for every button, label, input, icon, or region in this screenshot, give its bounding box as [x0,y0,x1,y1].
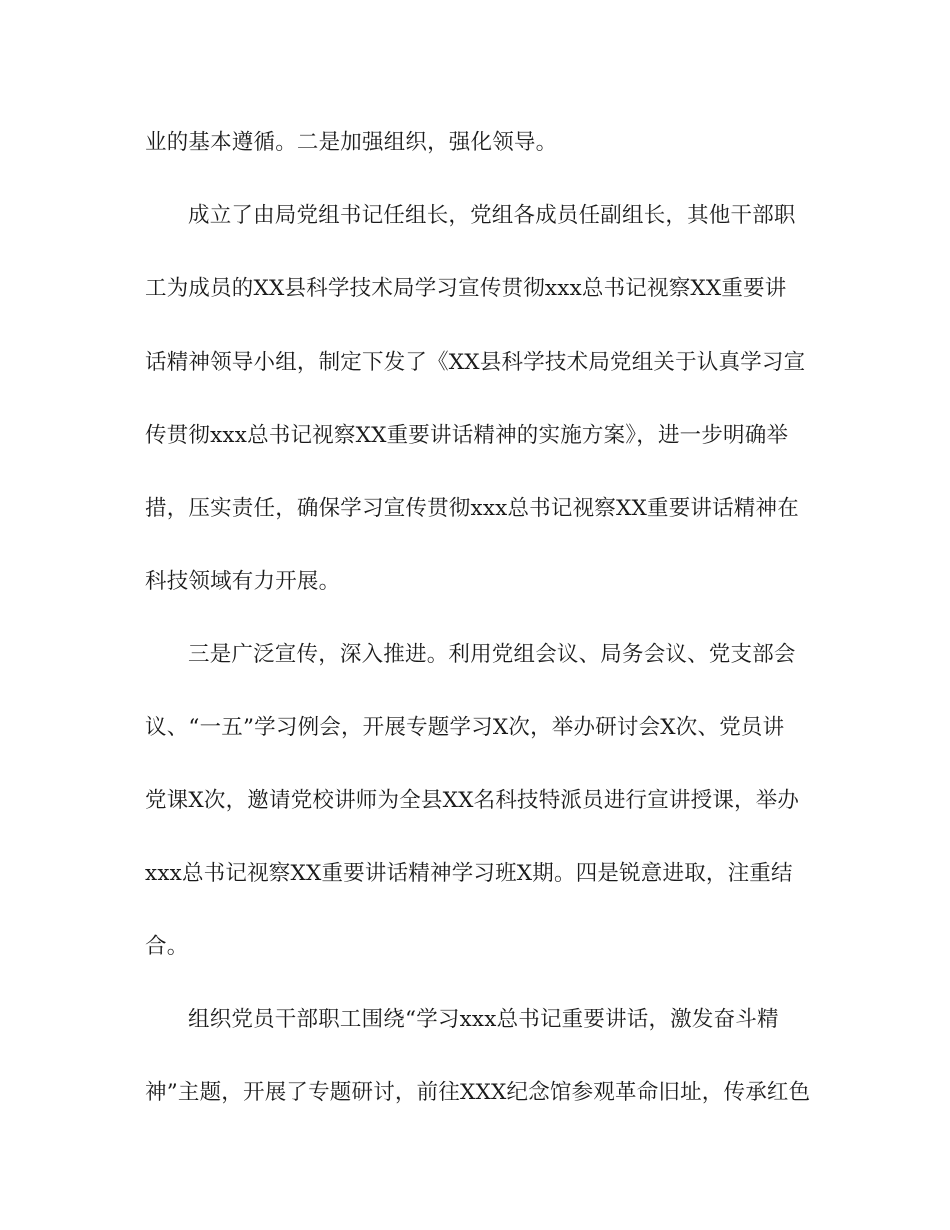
text-line: 党课X次，邀请党校讲师为全县XX名科技特派员进行宣讲授课，举办 [145,788,800,813]
text-line: 议、“一五”学习例会，开展专题学习X次，举办研讨会X次、党员讲 [145,715,785,740]
text-line: 措，压实责任，确保学习宣传贯彻xxx总书记视察XX重要讲话精神在 [145,496,799,521]
text-line: 工为成员的XX县科学技术局学习宣传贯彻xxx总书记视察XX重要讲 [145,276,787,301]
paragraph-first-line: 组织党员干部职工围绕“学习xxx总书记重要讲话，激发奋斗精 [188,1007,779,1032]
text-line: 科技领域有力开展。 [145,569,341,594]
paragraph-first-line: 成立了由局党组书记任组长，党组各成员任副组长，其他干部职 [188,203,796,228]
text-line: 业的基本遵循。二是加强组织，强化领导。 [145,130,558,155]
text-line: 神”主题，开展了专题研讨，前往XXX纪念馆参观革命旧址，传承红色 [145,1080,811,1105]
paragraph-first-line: 三是广泛宣传，深入推进。利用党组会议、局务会议、党支部会 [188,642,796,667]
text-line: 合。 [145,934,189,959]
text-line: 话精神领导小组，制定下发了《XX县科学技术局党组关于认真学习宣 [145,350,806,375]
text-line: 传贯彻xxx总书记视察XX重要讲话精神的实施方案》，进一步明确举 [145,423,789,448]
text-line: xxx总书记视察XX重要讲话精神学习班X期。四是锐意进取，注重结 [145,861,793,886]
